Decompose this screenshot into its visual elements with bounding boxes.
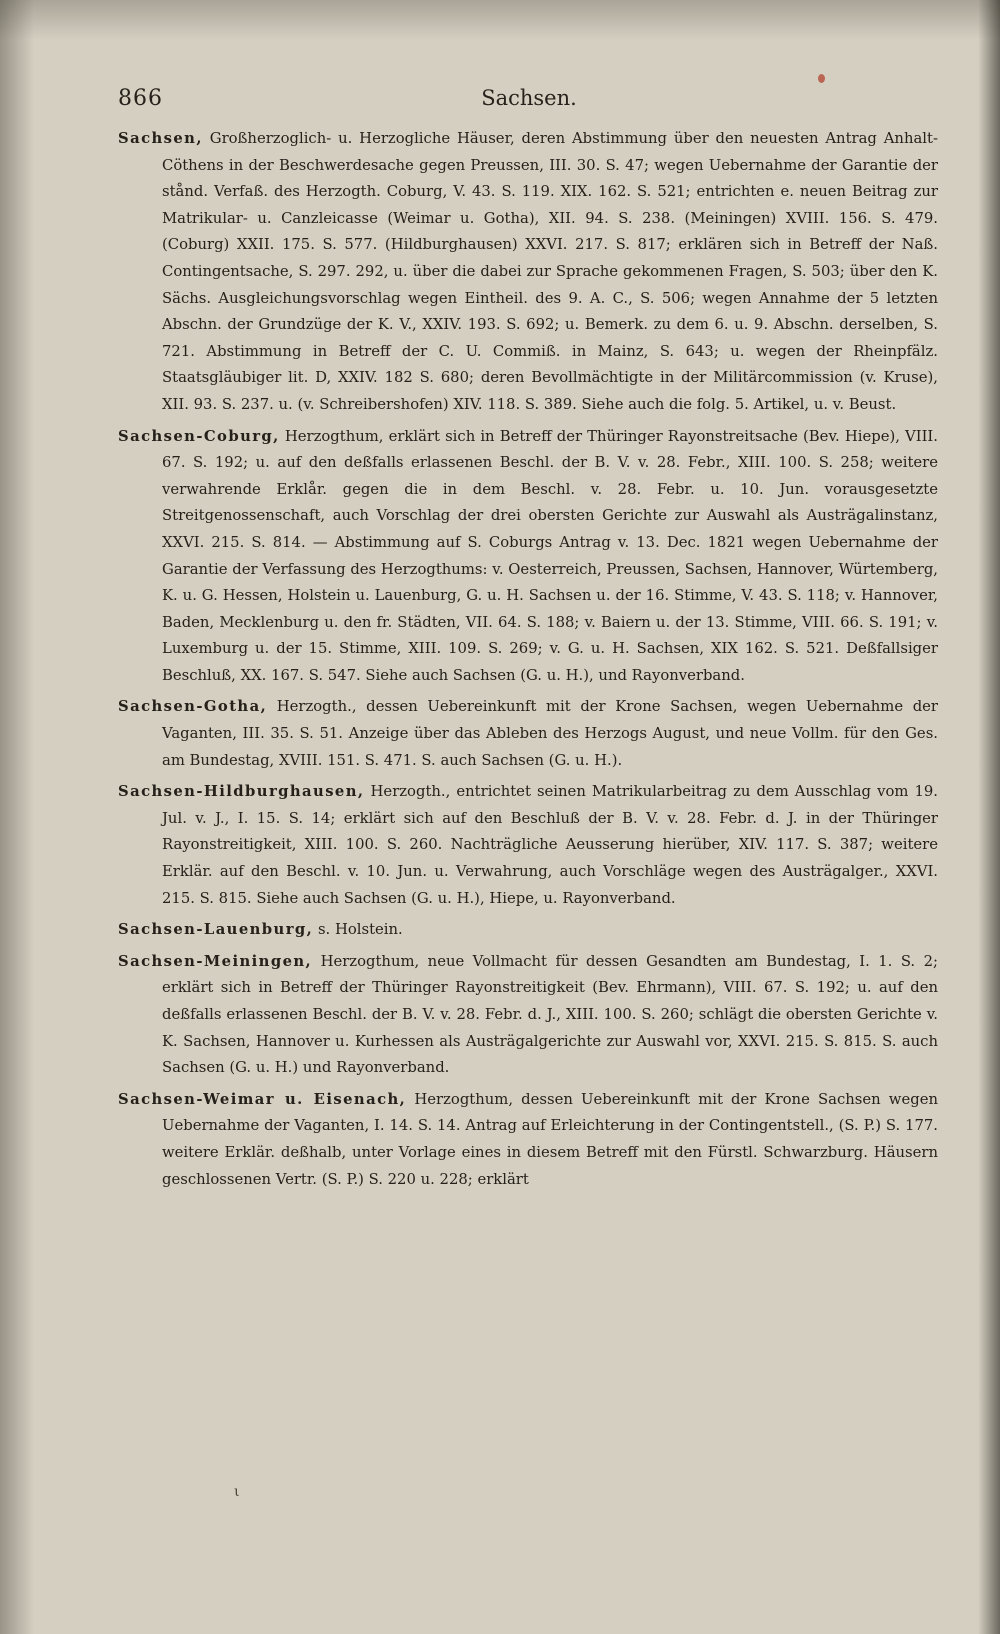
page-shadow-top: [0, 0, 1000, 40]
entry-text: Großherzoglich- u. Herzogliche Häuser, deren Abstimmung über den neuesten Antrag Anhalt-Cöthens in der Beschwerdesache gegen Preussen, III. 30. S. 47; wegen Uebernahme der Garantie der stånd. Verfaß. des Herzogth. Coburg, V. 43. S. 119. XIX. 162. S. 521; entrichten e. neuen Beitrag zur Matrikular- u. Canzleicasse (Weimar u. Gotha), XII. 94. S. 238. (Meiningen) XVIII. 156. S. 479. (Coburg) XXII. 175. S. 577. (Hildburghausen) XXVI. 217. S. 817; erklären sich in Betreff der Naß. Contingentsache, S. 297. 292, u. über die dabei zur Sprache gekommenen Fragen, S. 503; über den K. Sächs. Ausgleichungsvorschlag wegen Eintheil. des 9. A. C., S. 506; wegen Annahme der 5 letzten Abschn. der Grundzüge der K. V., XXIV. 193. S. 692; u. Bemerk. zu dem 6. u. 9. Abschn. derselben, S. 721. Abstimmung in Betreff der C. U. Commiß. in Mainz, S. 643; u. wegen der Rheinpfälz. Staatsgläubiger lit. D, XXIV. 182 S. 680; deren Bevollmächtigte in der Militärcommission (v. Kruse), XII. 93. S. 237. u. (v. Schreibershofen) XIV. 118. S. 389. Siehe auch die folg. 5. Artikel, u. v. Beust.: [162, 130, 938, 413]
entry-lemma: Sachsen,: [118, 130, 203, 147]
page-edge-right: [978, 0, 1000, 1634]
page-number: 866: [118, 86, 163, 111]
entry-text: Herzogth., dessen Uebereinkunft mit der Krone Sachsen, wegen Uebernahme der Vaganten, III. 35. S. 51. Anzeige über das Ableben des Herzogs August, und neue Vollm. für den Ges. am Bundestag, XVIII. 151. S. 471. S. auch Sachsen (G. u. H.).: [162, 698, 938, 769]
entry-text: Herzogthum, neue Vollmacht für dessen Gesandten am Bundestag, I. 1. S. 2; erklärt sich in Betreff der Thüringer Rayonstreitigkeit (Bev. Ehrmann), VIII. 67. S. 192; u. auf den deßfalls erlassenen Beschl. der B. V. v. 28. Febr. d. J., XIII. 100. S. 260; schlägt die obersten Gerichte v. K. Sachsen, Hannover u. Kurhessen als Austrägalgerichte zur Auswahl vor, XXVI. 215. S. 815. S. auch Sachsen (G. u. H.) und Rayonverband.: [162, 952, 938, 1077]
index-entries: [118, 126, 938, 1198]
entry-lemma: Sachsen-Hildburghausen,: [118, 783, 365, 801]
entry-text: Herzogthum, dessen Uebereinkunft mit der Krone Sachsen wegen Uebernahme der Vaganten, I. 14. S. 14. Antrag auf Erleichterung in der Contingentstell., (S. P.) S. 177. weitere Erklär. deßhalb, unter Vorlage eines in diesem Betreff mit den Fürstl. Schwarzburg. Häusern geschlossenen Vertr. (S. P.) S. 220 u. 228; erklärt: [162, 1090, 938, 1188]
index-entry: [118, 917, 938, 944]
index-entry: [118, 949, 938, 1082]
page-shadow-left: [0, 0, 34, 1634]
entry-lemma: Sachsen-Lauenburg,: [118, 921, 314, 939]
running-head: Sachsen.: [481, 86, 577, 110]
index-entry: [118, 694, 938, 774]
entry-lemma: Sachsen-Meiningen,: [118, 952, 313, 970]
page-header: [118, 86, 940, 120]
entry-text: s. Holstein.: [317, 921, 403, 939]
entry-text: Herzogth., entrichtet seinen Matrikularbeitrag zu dem Ausschlag vom 19. Jul. v. J., I. 15. S. 14; erklärt sich auf den Beschluß der B. V. v. 28. Febr. d. J. in der Thüringer Rayonstreitigkeit, XIII. 100. S. 260. Nachträgliche Aeusserung hierüber, XIV. 117. S. 387; weitere Erklär. auf den Beschl. v. 10. Jun. u. Verwahrung, auch Vorschläge wegen des Austrägalger., XXVI. 215. S. 815. Siehe auch Sachsen (G. u. H.), Hiepe, u. Rayonverband.: [162, 783, 938, 907]
stray-mark: ι: [234, 1484, 240, 1500]
index-entry: [118, 126, 938, 419]
entry-lemma: Sachsen-Weimar u. Eisenach,: [118, 1090, 407, 1108]
entry-text: Herzogthum, erklärt sich in Betreff der Thüringer Rayonstreitsache (Bev. Hiepe), VIII. 67. S. 192; u. auf den deßfalls erlassenen Beschl. der B. V. v. 28. Febr., XIII. 100. S. 258; weitere verwahrende Erklår. gegen die in dem Beschl. v. 28. Febr. u. 10. Jun. vorausgesetzte Streitgenossenschaft, auch Vorschlag der drei obersten Gerichte zur Auswahl als Austrägalinstanz, XXVI. 215. S. 814. — Abstimmung auf S. Coburgs Antrag v. 13. Dec. 1821 wegen Uebernahme der Garantie der Verfassung des Herzogthums: v. Oesterreich, Preussen, Sachsen, Hannover, Würtemberg, K. u. G. Hessen, Holstein u. Lauenburg, G. u. H. Sachsen u. der 16. Stimme, V. 43. S. 118; v. Hannover, Baden, Mecklenburg u. den fr. Städten, VII. 64. S. 188; v. Baiern u. der 13. Stimme, VIII. 66. S. 191; v. Luxemburg u. der 15. Stimme, XIII. 109. S. 269; v. G. u. H. Sachsen, XIX 162. S. 521. Deßfallsiger Beschluß, XX. 167. S. 547. Siehe auch Sachsen (G. u. H.), und Rayonverband.: [162, 427, 938, 684]
entry-lemma: Sachsen-Gotha,: [118, 698, 268, 716]
ink-spot: [818, 74, 825, 83]
entry-lemma: Sachsen-Coburg,: [118, 427, 280, 445]
index-entry: [118, 1087, 938, 1193]
index-entry: [118, 424, 938, 690]
index-entry: [118, 779, 938, 912]
